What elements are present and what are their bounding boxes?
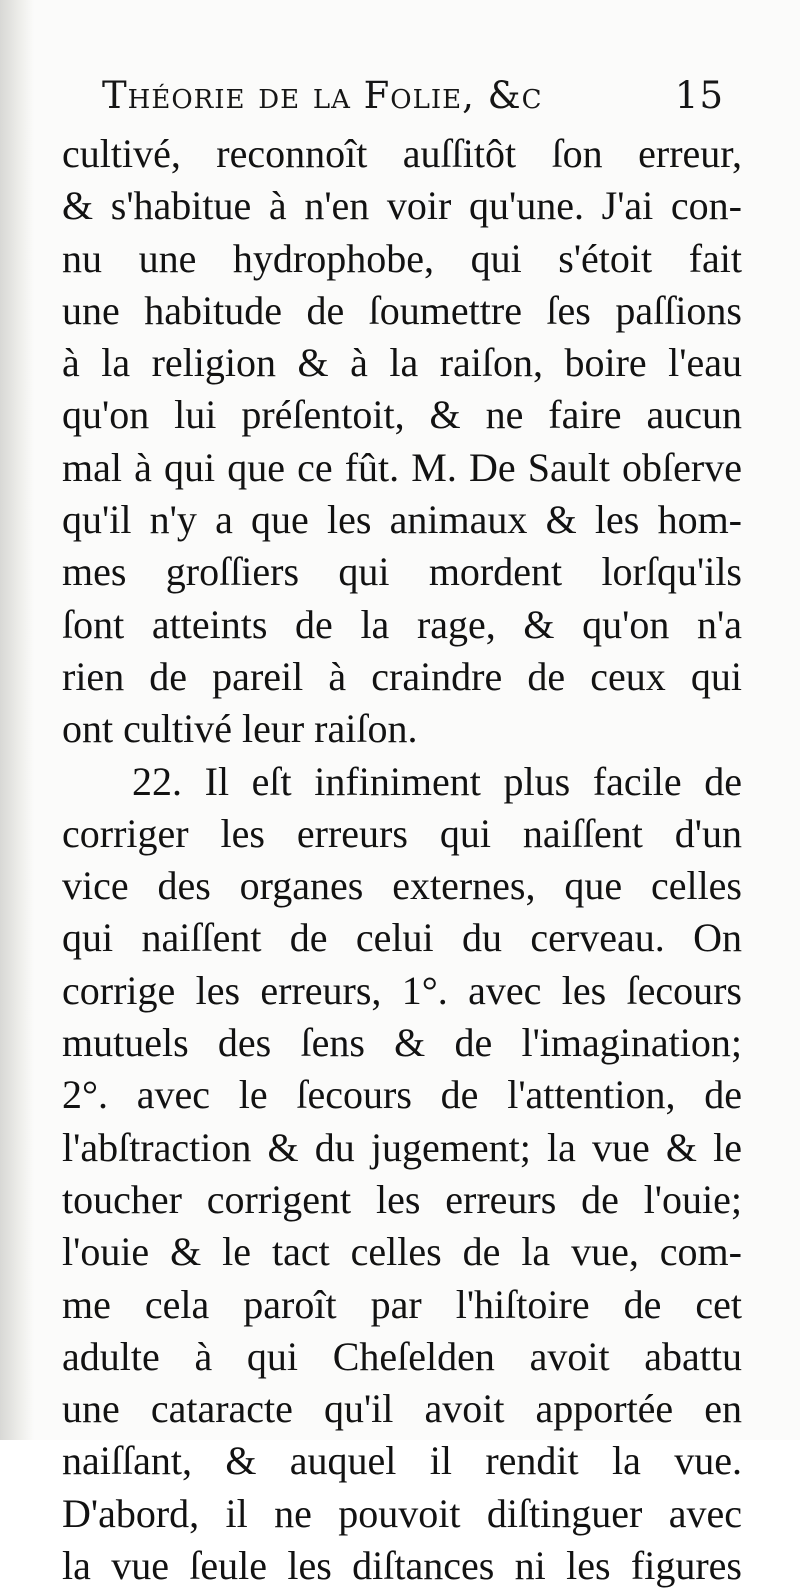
paragraph-start-line: 22. Il eſt infiniment plus facile de: [132, 758, 742, 804]
text-line: rien de pareil à craindre de ceux qui: [62, 653, 742, 699]
text-line: corriger les erreurs qui naiſſent d'un: [62, 810, 742, 856]
text-line: une cataracte qu'il avoit apportée en: [62, 1386, 742, 1432]
text-line: qu'on lui préſentoit, & ne faire aucun: [62, 392, 742, 438]
text-line: vice des organes externes, que celles: [62, 863, 742, 909]
text-line: nu une hydrophobe, qui s'étoit fait: [62, 235, 742, 281]
text-line: me cela paroît par l'hiſtoire de cet: [62, 1281, 742, 1327]
text-line: toucher corrigent les erreurs de l'ouie;: [62, 1176, 742, 1222]
body-text: [62, 128, 742, 1592]
text-line: D'abord, il ne pouvoit diſtinguer avec: [62, 1490, 742, 1536]
text-line: & s'habitue à n'en voir qu'une. J'ai con-: [62, 183, 742, 229]
text-line: ſont atteints de la rage, & qu'on n'a: [62, 601, 742, 647]
page-number: 15: [674, 74, 724, 117]
text-line: ont cultivé leur raiſon.: [62, 706, 418, 752]
text-line: cultivé, reconnoît auſſitôt ſon erreur,: [62, 131, 742, 176]
running-head-title: Théorie de la Folie, &c: [102, 74, 543, 117]
text-line: à la religion & à la raiſon, boire l'eau: [62, 340, 742, 386]
text-line: 2°. avec le ſecours de l'attention, de: [62, 1072, 742, 1118]
text-line: la vue ſeule les diſtances ni les figures: [62, 1543, 742, 1589]
text-line: corrige les erreurs, 1°. avec les ſecours: [62, 967, 742, 1013]
text-line: mal à qui que ce fût. M. De Sault obſerve: [62, 444, 742, 490]
text-line: naiſſant, & auquel il rendit la vue.: [62, 1438, 742, 1484]
text-line: adulte à qui Cheſelden avoit abattu: [62, 1333, 742, 1379]
text-line: une habitude de ſoumettre ſes paſſions: [62, 287, 742, 333]
running-head: [102, 66, 742, 126]
text-line: l'abſtraction & du jugement; la vue & le: [62, 1124, 742, 1170]
text-line: mes groſſiers qui mordent lorſqu'ils: [62, 549, 742, 595]
text-line: l'ouie & le tact celles de la vue, com-: [62, 1229, 742, 1275]
text-line: qui naiſſent de celui du cerveau. On: [62, 915, 742, 961]
text-line: mutuels des ſens & de l'imagination;: [62, 1020, 742, 1066]
gutter-shadow: [0, 0, 34, 1440]
text-line: qu'il n'y a que les animaux & les hom-: [62, 497, 742, 543]
